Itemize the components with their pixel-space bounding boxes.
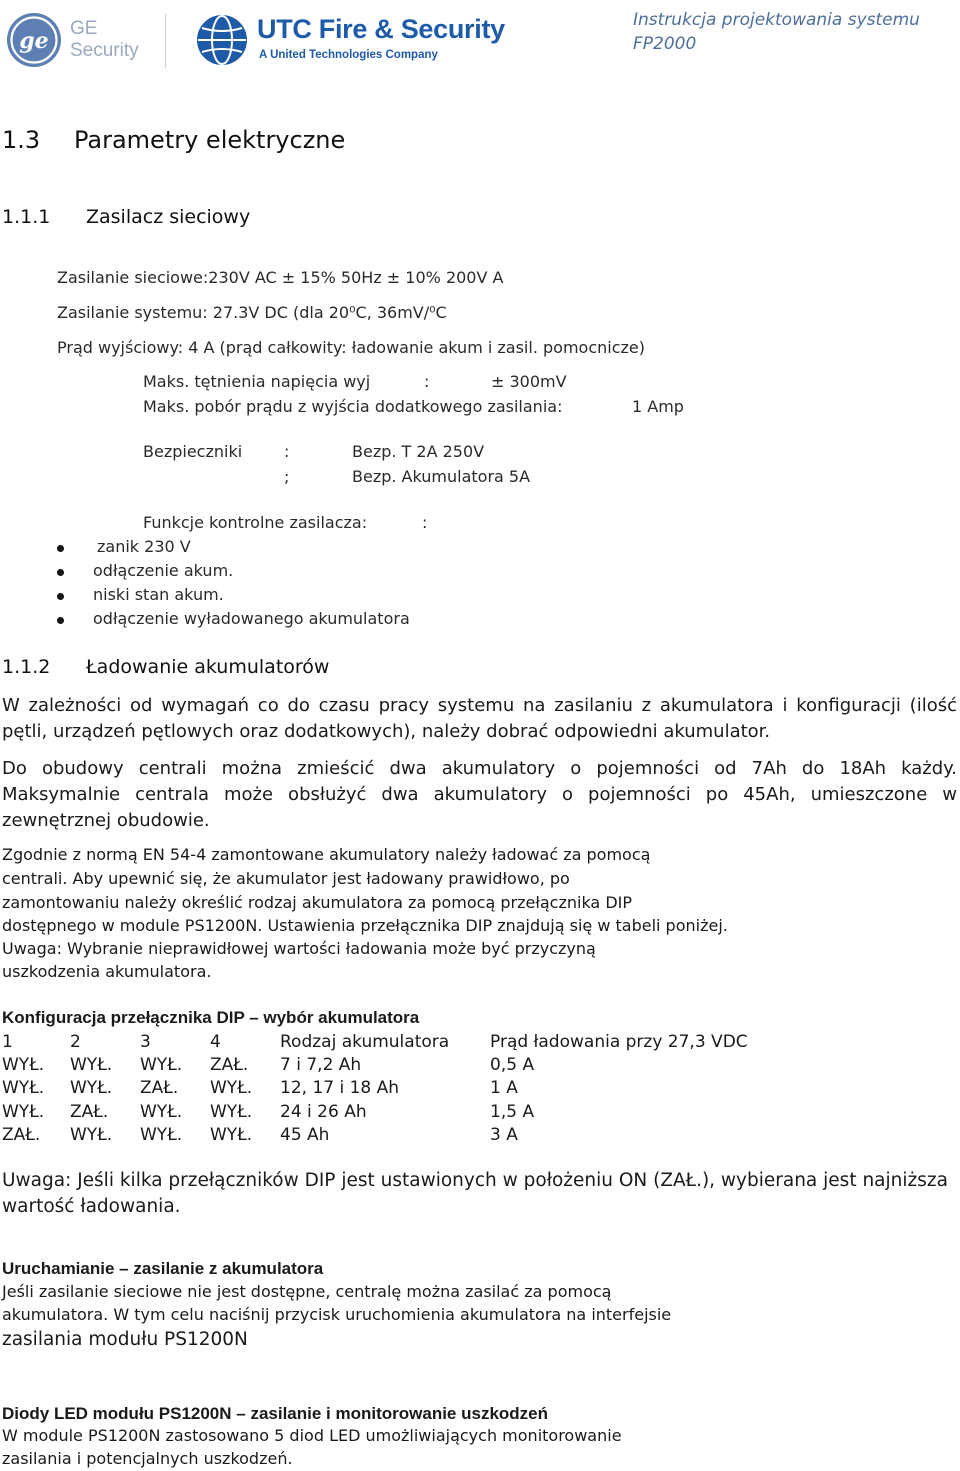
- bullet-icon: [57, 617, 64, 624]
- header-cell: 2: [70, 1031, 81, 1052]
- function-item: odłączenie wyładowanego akumulatora: [93, 609, 410, 628]
- charging-paragraph-2: Do obudowy centrali można zmieścić dwa akumulatory o pojemności od 7Ah do 18Ah każdy. Maksymalnie centrala może obsłużyć dwa akumulatory o pojemności po 45Ah, umieszczone w zewnętrznej obudowie.: [2, 758, 957, 831]
- charging-note-line: dostępnego w module PS1200N. Ustawienia przełącznika DIP znajdują się w tabeli poniżej.: [2, 916, 728, 935]
- dip-table: [2, 1030, 760, 1146]
- function-item: niski stan akum.: [93, 585, 224, 604]
- table-cell: 0,5 A: [490, 1054, 535, 1075]
- table-cell: WYŁ.: [70, 1124, 113, 1145]
- section-1-3-number: 1.3: [2, 126, 41, 154]
- ge-logo: [6, 12, 62, 68]
- dip-note-line2: wartość ładowania.: [2, 1196, 181, 1217]
- header-cell: 1: [2, 1031, 13, 1052]
- control-functions-label: Funkcje kontrolne zasilacza:: [143, 513, 368, 532]
- function-item: odłączenie akum.: [93, 561, 234, 580]
- charging-note-line: Zgodnie z normą EN 54-4 zamontowane akumulatory należy ładować za pomocą: [2, 845, 651, 864]
- table-cell: WYŁ.: [140, 1101, 183, 1122]
- header-cell: Prąd ładowania przy 27,3 VDC: [490, 1031, 748, 1052]
- charging-paragraph-1: W zależności od wymagań co do czasu pracy systemu na zasilaniu z akumulatora i konfiguracji (ilość pętli, urządzeń pętlowych oraz dodatkowych), należy dobrać odpowiedni akumulator.: [2, 695, 957, 742]
- table-cell: ZAŁ.: [70, 1101, 109, 1122]
- section-1-1-1-title: Zasilacz sieciowy: [86, 206, 251, 228]
- system-supply: Zasilanie systemu: 27.3V DC (dla 20⁰C, 36mV/⁰C: [57, 303, 447, 322]
- ripple-colon: :: [424, 372, 430, 391]
- table-cell: WYŁ.: [2, 1101, 45, 1122]
- doc-title: [633, 8, 920, 56]
- table-cell: ZAŁ.: [2, 1124, 41, 1145]
- led-section-title: Diody LED modułu PS1200N – zasilanie i monitorowanie uszkodzeń: [2, 1404, 549, 1423]
- utc-title: UTC Fire & Security: [257, 14, 505, 44]
- control-functions-colon: :: [422, 513, 428, 532]
- table-cell: 45 Ah: [280, 1124, 330, 1145]
- table-cell: WYŁ.: [140, 1124, 183, 1145]
- fuses-semicolon: ;: [284, 467, 290, 486]
- utc-subtitle: A United Technologies Company: [259, 49, 438, 61]
- table-cell: 1 A: [490, 1078, 518, 1099]
- section-1-1-2-number: 1.1.2: [2, 656, 51, 678]
- mains-supply: Zasilanie sieciowe:230V AC ± 15% 50Hz ± 10% 200V A: [57, 268, 504, 287]
- section-1-1-1-number: 1.1.1: [2, 206, 51, 228]
- led-section-line2: zasilania i potencjalnych uszkodzeń.: [2, 1449, 293, 1468]
- table-cell: WYŁ.: [210, 1124, 253, 1145]
- charging-note-line: centrali. Aby upewnić się, że akumulator jest ładowany prawidłowo, po: [2, 869, 570, 888]
- table-cell: WYŁ.: [70, 1078, 113, 1099]
- aux-current-value: 1 Amp: [632, 397, 684, 416]
- fuse-battery: Bezp. Akumulatora 5A: [352, 467, 531, 486]
- output-current: Prąd wyjściowy: 4 A (prąd całkowity: ładowanie akum i zasil. pomocnicze): [57, 338, 645, 357]
- table-row: [2, 1053, 760, 1076]
- bullet-icon: [57, 593, 64, 600]
- ripple-value: ± 300mV: [491, 372, 567, 391]
- table-cell: WYŁ.: [70, 1054, 113, 1075]
- section-1-1-2-title: Ładowanie akumulatorów: [86, 656, 330, 678]
- table-row: [2, 1123, 760, 1146]
- fuse-main: Bezp. T 2A 250V: [352, 442, 485, 461]
- header-cell: 4: [210, 1031, 221, 1052]
- fuses-label: Bezpieczniki: [143, 442, 243, 461]
- charging-note-line: Uwaga: Wybranie nieprawidłowej wartości ładowania może być przyczyną: [2, 939, 596, 958]
- header-cell: Rodzaj akumulatora: [280, 1031, 450, 1052]
- bullet-icon: [57, 569, 64, 576]
- battery-start-line2: akumulatora. W tym celu naciśnij przycisk uruchomienia akumulatora na interfejsie: [2, 1305, 672, 1324]
- dip-table-header-row: [2, 1030, 760, 1053]
- table-cell: WYŁ.: [2, 1078, 45, 1099]
- charging-note-line: zamontowaniu należy określić rodzaj akumulatora za pomocą przełącznika DIP: [2, 893, 633, 912]
- table-cell: ZAŁ.: [140, 1078, 179, 1099]
- table-cell: 1,5 A: [490, 1101, 535, 1122]
- battery-start-line1: Jeśli zasilanie sieciowe nie jest dostępne, centralę można zasilać za pomocą: [2, 1282, 612, 1301]
- table-cell: WYŁ.: [140, 1054, 183, 1075]
- aux-current-label: Maks. pobór prądu z wyjścia dodatkowego zasilania:: [143, 397, 563, 416]
- table-cell: WYŁ.: [210, 1101, 253, 1122]
- ripple-label: Maks. tętnienia napięcia wyj: [143, 372, 371, 391]
- table-cell: 7 i 7,2 Ah: [280, 1054, 362, 1075]
- table-cell: 24 i 26 Ah: [280, 1101, 367, 1122]
- doc-title-line1: Instrukcja projektowania systemu: [633, 10, 920, 30]
- ge-security-brand: [70, 18, 139, 62]
- dip-table-title: Konfiguracja przełącznika DIP – wybór akumulatora: [2, 1008, 420, 1027]
- table-cell: ZAŁ.: [210, 1054, 249, 1075]
- section-1-3-title: Parametry elektryczne: [74, 126, 346, 154]
- fuses-colon: :: [284, 442, 290, 461]
- table-cell: 3 A: [490, 1124, 518, 1145]
- table-cell: WYŁ.: [210, 1078, 253, 1099]
- header-cell: 3: [140, 1031, 151, 1052]
- charging-note-line: uszkodzenia akumulatora.: [2, 962, 212, 981]
- ge-brand-line2: Security: [70, 40, 139, 61]
- bullet-icon: [57, 545, 64, 552]
- header-divider: [165, 14, 166, 68]
- dip-note-line1: Uwaga: Jeśli kilka przełączników DIP jest ustawionych w położeniu ON (ZAŁ.), wybierana jest najniższa: [2, 1170, 948, 1191]
- table-row: [2, 1100, 760, 1123]
- table-cell: WYŁ.: [2, 1054, 45, 1075]
- battery-start-title: Uruchamianie – zasilanie z akumulatora: [2, 1259, 324, 1278]
- ge-brand-line1: GE: [70, 18, 98, 39]
- svg-text:ge: ge: [19, 28, 49, 54]
- battery-start-line3: zasilania modułu PS1200N: [2, 1329, 248, 1350]
- doc-title-line2: FP2000: [633, 34, 697, 54]
- function-item: zanik 230 V: [97, 537, 191, 556]
- led-section-line1: W module PS1200N zastosowano 5 diod LED umożliwiających monitorowanie: [2, 1426, 622, 1445]
- table-cell: 12, 17 i 18 Ah: [280, 1078, 400, 1099]
- table-row: [2, 1077, 760, 1100]
- utc-logo: [196, 14, 248, 66]
